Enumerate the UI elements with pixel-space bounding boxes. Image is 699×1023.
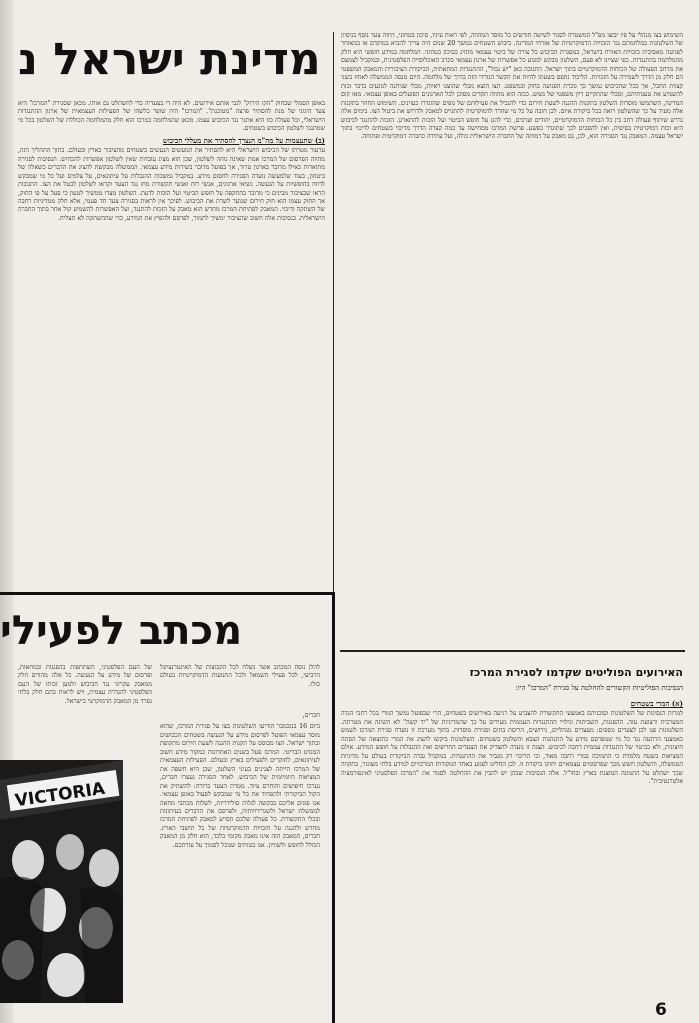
letter-left-column xyxy=(18,664,152,756)
political-events-text xyxy=(341,697,683,1002)
item-a-heading: (א) המרי בשטחים xyxy=(630,699,683,708)
protest-photo-illustration xyxy=(0,760,123,1003)
headline-state-of-israel: מדינת ישראל נ xyxy=(18,34,321,85)
headline-letter-to-activists: מכתב לפעילי xyxy=(0,608,243,654)
column-middle-text xyxy=(18,100,325,588)
section-b-paragraph: ערעור מטרתו של הכיבוש הישראלי היא להסתיר את המעשים הנעשים בשטחים מהציבור בארץ ובעולם. בתוך התהליך הזה, מהווה הפרסום של המרכז אמת שאינה נוחה לשלטון, שכן הוא מציג עובדות שאין לשלטון אפשרות להכחיש. הנסיבות לסגירה מתוארות כאילו מדובר בארגון טרור, אך בפועל מדובר בשירות מידע עצמאי. הממשלה מבקשת להציג את הדברים כשאלה של ביטחון, בעוד שלמעשה נועדה הסגירה לחסום מידע. במקביל נמשכות ההגבלות על עיתונאים, על צלמים ועל כל מי שמבקש לדווח בחופשיות על הנעשה. נשיאי ארגונים, אנשי רוח ואנשי תקשורת מחו נגד הצעד וקראו לשלטון לבטל את הצו. התגובות הראו שבציבור מבינים כי מדובר בהתקפה על חופש הביטוי ועל הזכות לדעת. השלטון מצדו ממשיך לטעון כי פעל על פי החוק, אך החוק עצמו הוא חוק חירום שנועד לשרת את הכיבוש. לפיכך אין לראות בסגירה צעד חד פעמי, אלא חלק ממדיניות רחבה של השתקה ודיכוי. המאבק לפתיחת המרכז מחדש הוא מאבק על הזכות להתנגד, ועל האפשרות להשמיע קול אחר בתוך החברה הישראלית. בנסיבות אלה חשוב שהציבור ימשיך לתמוך, לפרסם ולהפיץ את המידע, כדי שההשתקה לא תצליח. xyxy=(18,147,325,222)
column-right-paragraph: השימוש בצו מנהלי על פיו יבוצו מפ"ל המשטרה לסגור לשישה חודשים כל מוסד המהווה, לפי ראות עיניו, סיכון בטחוני, היווה צעד נוסף בניסיון של השלטונות במלחמתם נגד הזכויות הדמוקרטיות של אזרחי המדינה. כיבוש השטחים במשך 20 שנים היה צריך להביא במוקדם או במאוחר לפגיעה מאסיבית בזכויות האזרח בישראל, במסגרת הכיבוש כל צורה של ביטוי עצמאי מתויג כסיכון בטחוני. המלחמה במידע חופשי היא חלק מהמלחמה בהתנגדות. כפי שציינו לא פעם, השלטון מבקש למנוע כל אפשרות של ארגון עצמאי בקרב האוכלוסייה הפלסטינית, ובמקביל לצמצם את מרחב הפעולה של הכוחות הדמוקרטיים בתוך ישראל. התגובה כאן "יש גבול", ההתנגדות המחאתית, הביקורת הציבורית והמאבק המשפטי הם חלק מן הדרך לשמירה על הזכויות. הליכוד נתפס בשעתו להיות את הקשר הגורדי הזה בדרך של מלחמה. היום מנסה הממשלה לאחוז בשני קצוות החבל, אך ככל שהכיבוש נמשך כך גוברת הפגיעה בחוק ובמשפט. הצו הוצא מבלי שהוצגו ראיות, מבלי שניתנה לנוגעים בדבר זכות להשמיע את טענותיהם, ומבלי שהתקיים דיון משפטי של ממש. ככזה הוא מהווה תקדים מסוכן לכל הארגונים הפועלים באופן עצמאי. מאז קום המדינה, השתמשו מוסדות השלטון בתקנות ההגנה לשעת חירום כדי להגביל את פעילותם של גופים שהוגדרו כעוינים. השימוש החוזר בתקנות אלה מעיד על כך שהשלטון רואה בכל ביקורת איום. לכן חובה על כל מי שחרד לדמוקרטיה להתגייס למאבק ולדרוש את ביטול הצו. בימים אלה נדרש שיתוף פעולה רחב בין כל הכוחות הדמוקרטיים, יהודים וערבים, כדי להגן על חופש הביטוי ועל הזכות להתארגן. הזכות להתנגד לכיבוש היא זכות דמוקרטית בסיסית, ואין להסכים לכך שתוגדר כפשע. פרשת המרכז ממחישה עד כמה קצרה הדרך מדיכוי בשטחים לדיכוי בתוך ישראל עצמה. המאבק נגד הסגירה הוא, לכן, גם מאבק על דמותה של החברה הישראלית כולה, ועל עתידה כחברה דמוקרטית ופתוחה. xyxy=(341,32,683,141)
letter-intro xyxy=(160,664,320,708)
political-events-subhead: האירועים הפוליטים שקדמו לסגירת המרכז xyxy=(469,666,683,679)
page-number: 6 xyxy=(655,1000,667,1020)
protest-sign-text: VICTORIA xyxy=(13,778,107,812)
letter-left-paragraph: של העם הפלסטיני, השתתפות בהפגנות ובמחאות, ופרסום של מידע על הנעשה. כל אלה מהווים חלק ממאבק עקרוני נגד הכיבוש ולמען זכותו של העם הפלסטיני להגדרה עצמית, ויש לראות בהם חלק בלתי נפרד מן המאבק הדמוקרטי בישראל. xyxy=(18,664,152,705)
political-events-deck: הנסיבות הפוליטיות הקשורים להחלטה על סגירת "המרכז" היו: xyxy=(515,684,683,692)
protest-photo xyxy=(0,760,123,1003)
letter-body xyxy=(160,712,320,1010)
column-rule-top xyxy=(333,32,334,647)
letter-intro-paragraph: להלן נוסח המכתב אשר נשלח לכל הקבוצות של האינטרנציונל הרביעי, לכל פעילי השמאל ולכל התנועות הדמוקרטיות בעולם כולו. xyxy=(160,664,320,688)
item-a-paragraph: למרות הנסיגות של השלטונות וסוכניהם באמצעי התקשורת להצביע על רגיעה באירועים בשטחים, הרי שבפועל נמשך המרי בכל רחבי הגדה המערבית ורצועת עזה. ההפגנות, השביתות וגילויי ההתנגדות העממית מעידים על כך שהמדיניות של "יד קשה" לא השיגה את מטרתה. השלטונות פנו לכן לצעדים נוספים: מעצרים מנהליים, גירושים, הריסת בתים וסגירת מוסדות. בתוך מערכת זו נועדה סגירת המרכז לשמש כאמצעי הרתעה נגד כל מי שמפרסם מידע על התנהגות הצבא והשלטון בשטחים. השלטונות ביקשו להציג את המרי כתוצאה של הסתה חיצונית, ולא כביטוי של התנגדות עממית רחבה לכיבוש. הצגה זו נועדה להצדיק את הצעדים החריפים ואת ההגבלות על חופש המידע. אולם המציאות בשטח מלמדת כי התמיכה במרי רחבה מאוד, וכי הדיכוי רק מגביר את ההתנגדות. במקביל גברה הביקורת בעולם על מדיניות הממשלה, והשלטון חשש מכך שפרסומים עצמאיים יחזקו ביקורת זו. לכן החליט לפגוע באחד המקורות המרכזיים למידע בלתי מצונזר, בתקווה שכך ישתלט על התמונה המוצגת בארץ ובחו"ל. אלה הנסיבות שבהן יש להבין את ההחלטה לסגור את "המרכז הפלסטיני לאינפורמציה אלטרנטיבית". xyxy=(341,710,683,786)
section-b-heading: (ב) שתעצמות על מה"מ הנצרך להסתיר את מעללי הכיבוש xyxy=(162,135,325,145)
lead-paragraph: באופן הסמלי שבחוק "הקו הירוק" לגבי אותם אירועים. לא היה די בצעדיה כדי להשתלט גם אותו. מכאן שסגירת "המרכז" היא צעד היגוני של מנת להסתיר פרצה "מטובנת". "המרכז" היה שופר כלשהו של הפעילות העצמאית של ארגון ההתנגדות הישראלי, וכל פעולה כזו היא אתגר נגד הכיבוש עצמו. מכאן שהמלחמה במרכז הוא חלק מהמלחמה הכוללת של השלטון בכל מי שמתנגד לשלטון הכיבוש בשטחים. xyxy=(18,100,325,133)
column-right-text xyxy=(341,32,683,642)
letter-salutation: חברים, xyxy=(302,712,320,719)
separator-rule xyxy=(340,650,685,652)
letter-body-paragraph: ביום 16 בנובמבר הודיעו השלטונות בצו על סגירת המרכז, שהוא מוסד עצמאי הפועל לפרסום מידע על הנעשה בשטחים הכבושים ובתוך ישראל. הצו מבוסס על תקנות ההגנה לשעת חירום מתקופת המנדט הבריטי. המרכז פעל בשנים האחרונות כמקור מידע חשוב לעיתונאים, לחוקרים ולפעילים בארץ ובעולם. הפעילות העצמאית של המרכז הייתה לצנינים בעיני השלטון, שכן היא חשפה את המציאות היומיומית של הכיבוש. לאחר הסגירה נעצרו חברים, נערכו חיפושים והוחרם ציוד. מטרת הצעד ברורה: להשתיק את הקול הביקורתי ולהפחיד את כל מי שמבקש לפעול באופן עצמאי. אנו פונים אליכם בבקשה לגלות סולידריות, לשלוח מכתבי מחאה לממשלת ישראל ולשגרירויותיה, ולפרסם את הדברים בעיתונות ובכלי התקשורת. כל פעולה שלכם תסייע למאבק לפתיחת המרכז מחדש ולהגנה על הזכויות הדמוקרטיות של כל תושבי הארץ. חברים, המאבק הזה אינו מאבק מקומי בלבד, הוא חלק מן המאבק הכולל לחופש ולשוויון. אנו בטוחים שנוכל לסמוך על עזרתכם. xyxy=(160,723,320,849)
